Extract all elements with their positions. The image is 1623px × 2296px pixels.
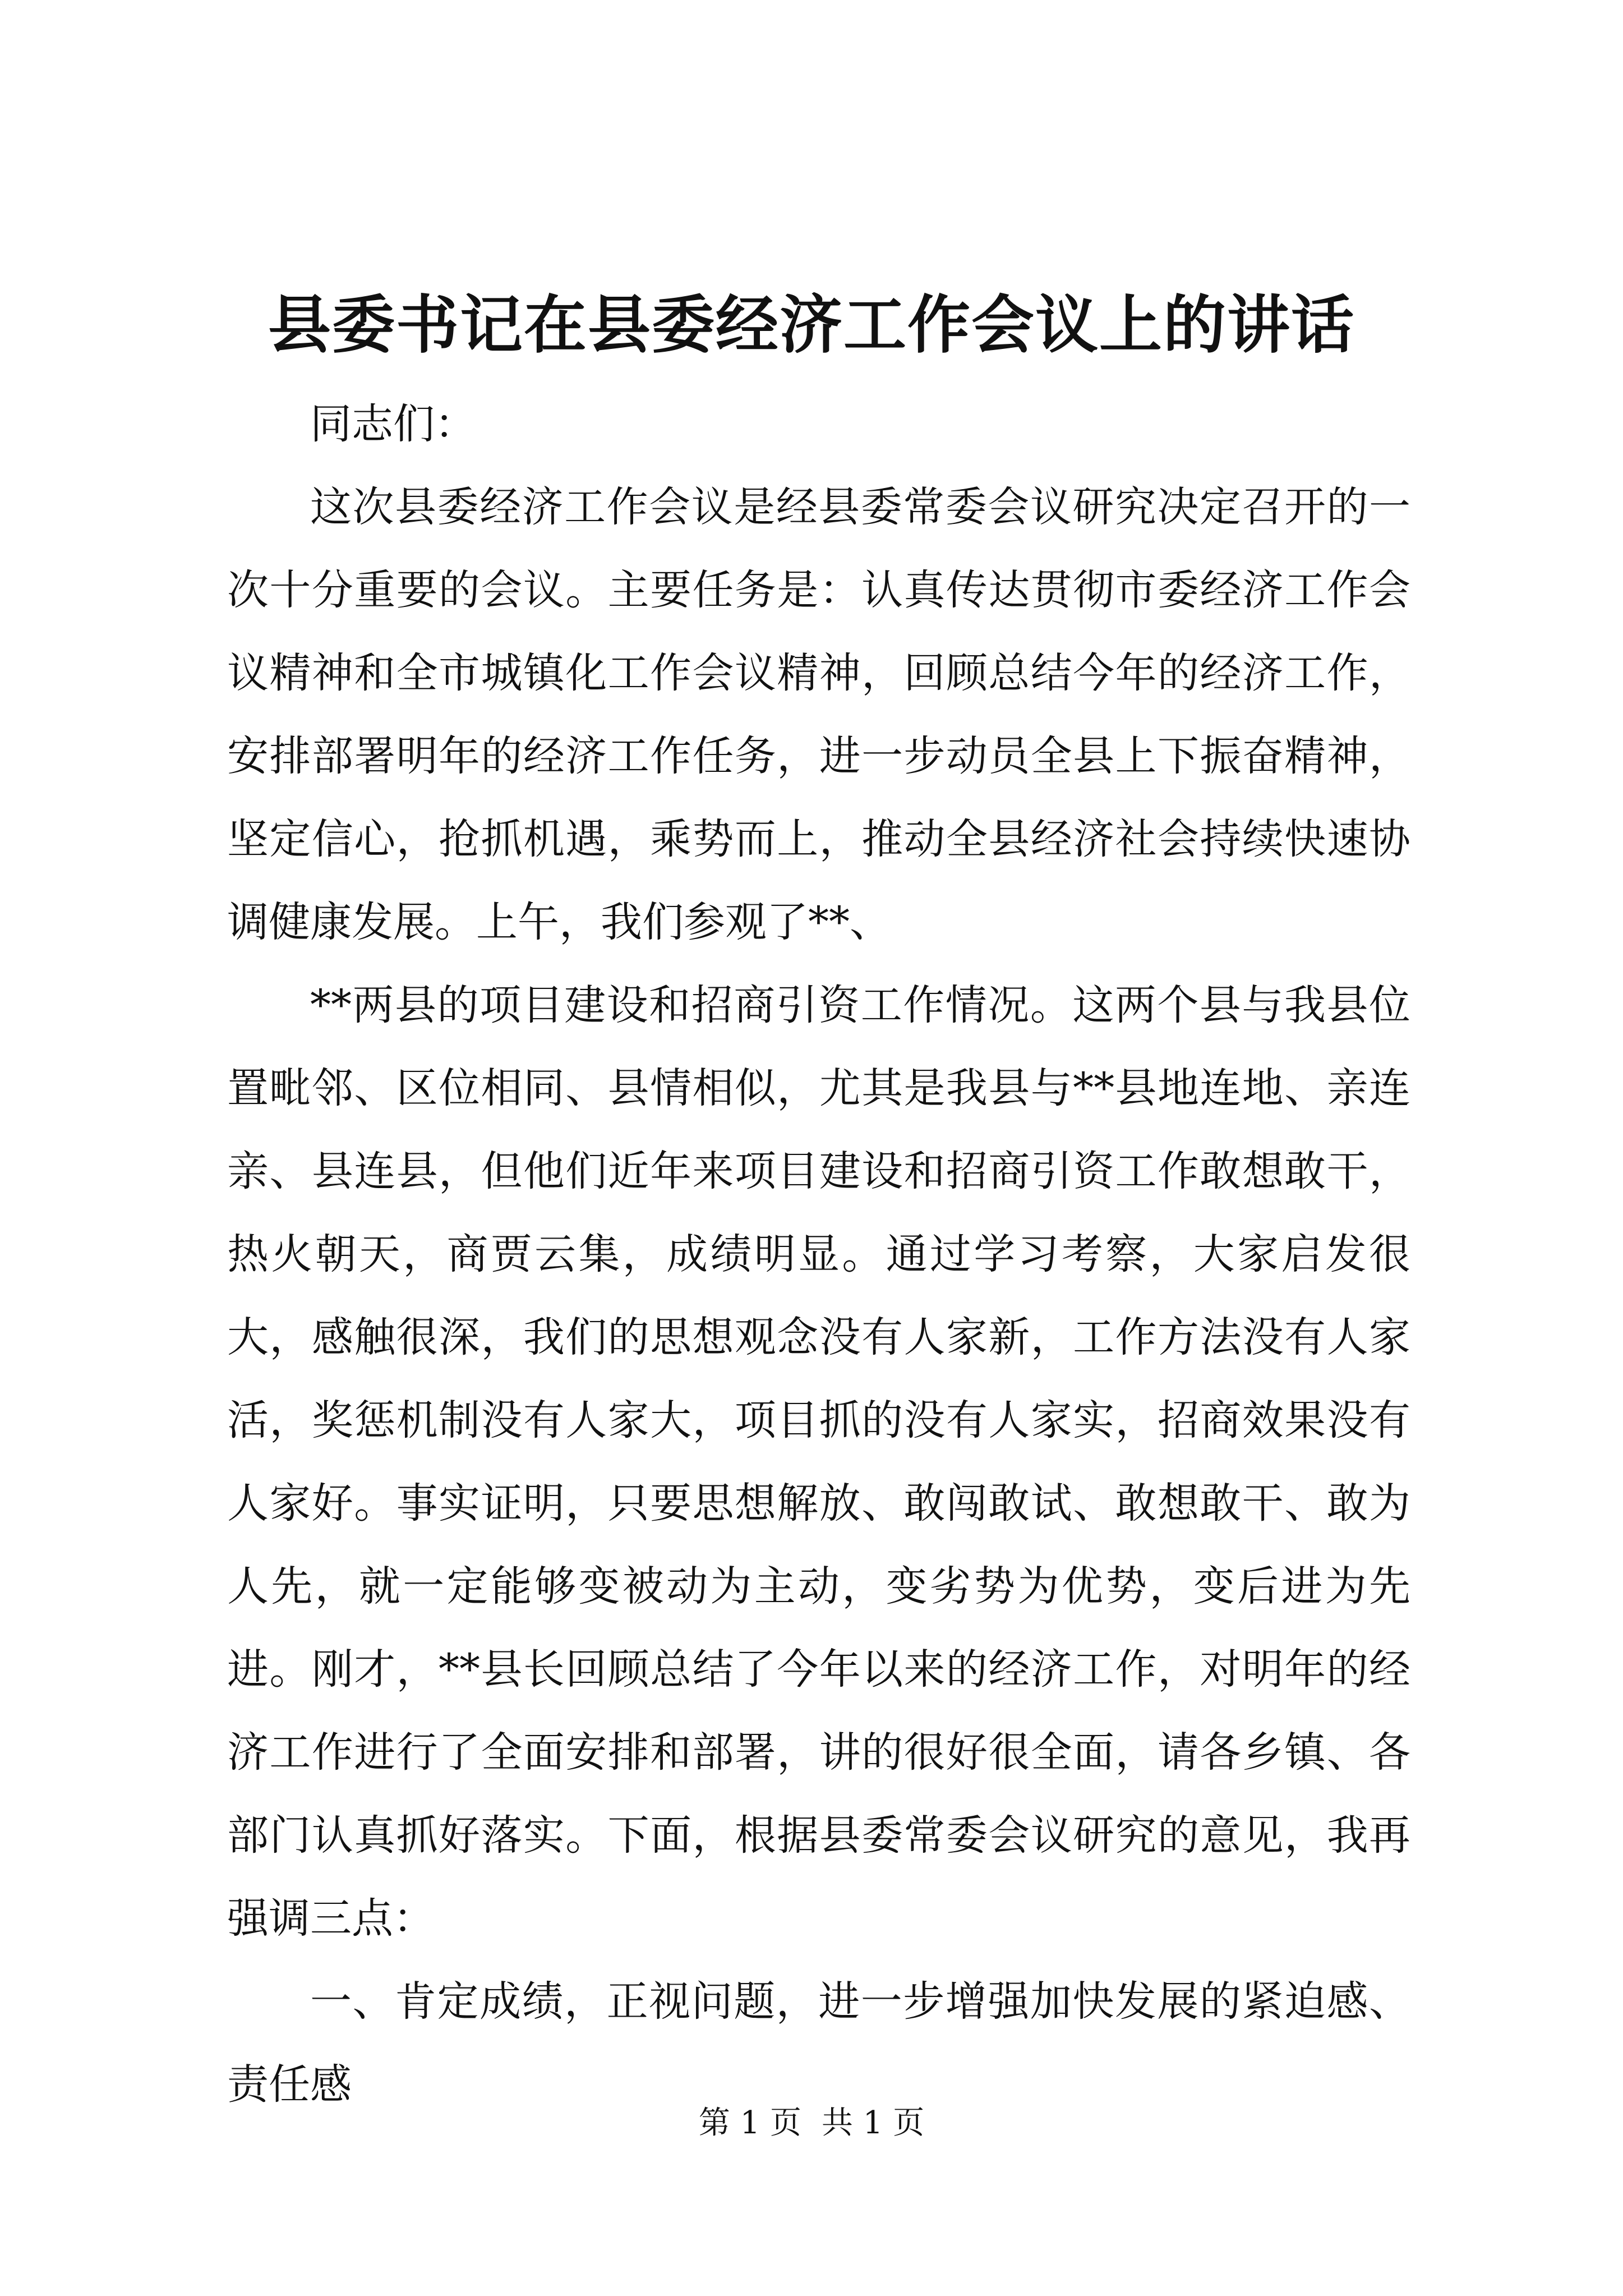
section-heading-paragraph: 一、肯定成绩，正视问题，进一步增强加快发展的紧迫感、责任感: [227, 1977, 1410, 2109]
document-title: 县委书记在县委经济工作会议上的讲话: [268, 288, 1355, 362]
salutation-paragraph: 同志们：: [310, 400, 476, 448]
body-paragraph: **两县的项目建设和招商引资工作情况。这两个县与我县位置毗邻、区位相同、县情相似，尤其是我县与**县地连地、亲连亲、县连县，但他们近年来项目建设和招商引资工作敢想敢干，热火朝天，商贾云集，成绩明显。通过学习考察，大家启发很大，感触很深，我们的思想观念没有人家新，工作方法没有人家活，奖惩机制没有人家大，项目抓的没有人家实，招商效果没有人家好。事实证明，只要思想解放、敢闯敢试、敢想敢干、敢为人先，就一定能够变被动为主动，变劣势为优势，变后进为先进。刚才，**县长回顾总结了今年以来的经济工作，对明年的经济工作进行了全面安排和部署，讲的很好很全面，请各乡镇、各部门认真抓好落实。下面，根据县委常委会议研究的意见，我再强调三点：: [227, 981, 1410, 1943]
document-body: [227, 383, 1410, 2126]
page-number: 第 1 页: [698, 2105, 801, 2141]
body-paragraph: 这次县委经济工作会议是经县委常委会议研究决定召开的一次十分重要的会议。主要任务是：认真传达贯彻市委经济工作会议精神和全市城镇化工作会议精神，回顾总结今年的经济工作，安排部署明年的经济工作任务，进一步动员全县上下振奋精神，坚定信心，抢抓机遇，乘势而上，推动全县经济社会持续快速协调健康发展。上午，我们参观了**、: [227, 483, 1410, 946]
page-total: 共 1 页: [822, 2105, 925, 2141]
page-footer: [0, 2101, 1623, 2146]
